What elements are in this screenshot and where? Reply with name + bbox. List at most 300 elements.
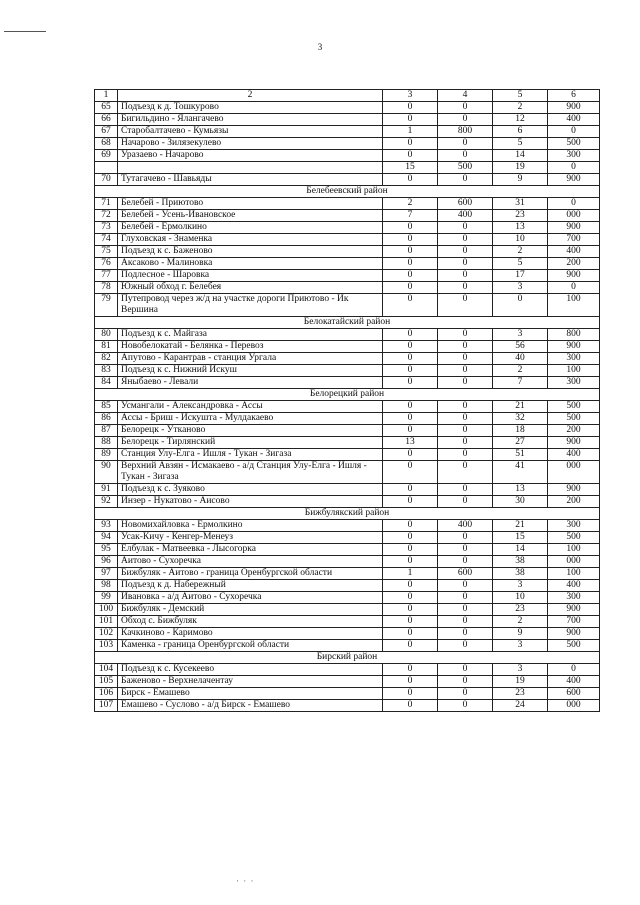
row-number: 79 bbox=[95, 294, 118, 317]
row-number bbox=[95, 162, 118, 174]
value-col5: 2 bbox=[493, 246, 548, 258]
value-col5: 14 bbox=[493, 544, 548, 556]
table-row bbox=[95, 676, 600, 688]
value-col4: 400 bbox=[438, 210, 493, 222]
value-col6: 300 bbox=[548, 520, 600, 532]
value-col5: 24 bbox=[493, 700, 548, 712]
value-col5: 7 bbox=[493, 377, 548, 389]
value-col6: 0 bbox=[548, 198, 600, 210]
value-col6: 500 bbox=[548, 138, 600, 150]
value-col5: 3 bbox=[493, 664, 548, 676]
value-col3: 0 bbox=[383, 246, 438, 258]
value-col3: 0 bbox=[383, 604, 438, 616]
value-col4: 0 bbox=[438, 258, 493, 270]
road-name: Подъезд к с. Кусекеево bbox=[118, 664, 383, 676]
value-col5: 3 bbox=[493, 329, 548, 341]
value-col6: 800 bbox=[548, 329, 600, 341]
value-col5: 12 bbox=[493, 114, 548, 126]
margin-mark bbox=[4, 31, 46, 32]
value-col6: 300 bbox=[548, 353, 600, 365]
road-name: Емашево - Суслово - а/д Бирск - Емашево bbox=[118, 700, 383, 712]
value-col5: 23 bbox=[493, 210, 548, 222]
row-number: 101 bbox=[95, 616, 118, 628]
value-col3: 0 bbox=[383, 520, 438, 532]
value-col6: 600 bbox=[548, 688, 600, 700]
value-col4: 0 bbox=[438, 353, 493, 365]
value-col6: 700 bbox=[548, 234, 600, 246]
value-col5: 21 bbox=[493, 520, 548, 532]
value-col3: 15 bbox=[383, 162, 438, 174]
value-col6: 100 bbox=[548, 365, 600, 377]
value-col6: 900 bbox=[548, 437, 600, 449]
value-col6: 900 bbox=[548, 604, 600, 616]
table-row bbox=[95, 556, 600, 568]
value-col5: 10 bbox=[493, 592, 548, 604]
table-row bbox=[95, 150, 600, 162]
value-col3: 0 bbox=[383, 580, 438, 592]
value-col5: 21 bbox=[493, 401, 548, 413]
value-col6: 100 bbox=[548, 294, 600, 317]
table-row bbox=[95, 520, 600, 532]
header-cell: 5 bbox=[493, 90, 548, 102]
table-row bbox=[95, 413, 600, 425]
header-cell: 1 bbox=[95, 90, 118, 102]
row-number: 66 bbox=[95, 114, 118, 126]
value-col5: 19 bbox=[493, 162, 548, 174]
table-body bbox=[95, 102, 600, 712]
value-col5: 17 bbox=[493, 270, 548, 282]
value-col5: 18 bbox=[493, 425, 548, 437]
section-title: Белокатайский район bbox=[95, 317, 600, 329]
row-number: 78 bbox=[95, 282, 118, 294]
value-col6: 400 bbox=[548, 580, 600, 592]
value-col4: 0 bbox=[438, 377, 493, 389]
road-name: Аитово - Сухоречка bbox=[118, 556, 383, 568]
row-number: 103 bbox=[95, 640, 118, 652]
value-col3: 0 bbox=[383, 425, 438, 437]
road-name bbox=[118, 162, 383, 174]
table-row bbox=[95, 126, 600, 138]
table-row bbox=[95, 234, 600, 246]
table-row bbox=[95, 580, 600, 592]
value-col4: 0 bbox=[438, 449, 493, 461]
value-col3: 0 bbox=[383, 294, 438, 317]
value-col6: 000 bbox=[548, 210, 600, 222]
row-number: 105 bbox=[95, 676, 118, 688]
value-col4: 0 bbox=[438, 592, 493, 604]
value-col6: 400 bbox=[548, 676, 600, 688]
row-number: 87 bbox=[95, 425, 118, 437]
table-row bbox=[95, 640, 600, 652]
value-col5: 38 bbox=[493, 556, 548, 568]
value-col3: 0 bbox=[383, 544, 438, 556]
value-col3: 0 bbox=[383, 700, 438, 712]
road-name: Южный обход г. Белебея bbox=[118, 282, 383, 294]
value-col3: 0 bbox=[383, 114, 438, 126]
row-number: 89 bbox=[95, 449, 118, 461]
value-col4: 0 bbox=[438, 413, 493, 425]
value-col6: 900 bbox=[548, 484, 600, 496]
value-col5: 56 bbox=[493, 341, 548, 353]
value-col4: 0 bbox=[438, 270, 493, 282]
table-row bbox=[95, 628, 600, 640]
value-col3: 0 bbox=[383, 341, 438, 353]
table-row bbox=[95, 282, 600, 294]
value-col5: 51 bbox=[493, 449, 548, 461]
value-col4: 0 bbox=[438, 150, 493, 162]
value-col5: 31 bbox=[493, 198, 548, 210]
value-col5: 10 bbox=[493, 234, 548, 246]
road-name: Бигильдино - Ялангачево bbox=[118, 114, 383, 126]
value-col4: 400 bbox=[438, 520, 493, 532]
value-col5: 6 bbox=[493, 126, 548, 138]
value-col4: 0 bbox=[438, 556, 493, 568]
value-col3: 1 bbox=[383, 126, 438, 138]
table-row bbox=[95, 496, 600, 508]
road-name: Новомихайловка - Ермолкино bbox=[118, 520, 383, 532]
value-col5: 30 bbox=[493, 496, 548, 508]
row-number: 72 bbox=[95, 210, 118, 222]
table-row bbox=[95, 246, 600, 258]
value-col5: 32 bbox=[493, 413, 548, 425]
table-row bbox=[95, 437, 600, 449]
road-name: Подъезд к д. Тошкурово bbox=[118, 102, 383, 114]
row-number: 104 bbox=[95, 664, 118, 676]
value-col3: 0 bbox=[383, 484, 438, 496]
row-number: 96 bbox=[95, 556, 118, 568]
value-col5: 9 bbox=[493, 628, 548, 640]
row-number: 93 bbox=[95, 520, 118, 532]
value-col4: 0 bbox=[438, 222, 493, 234]
value-col3: 0 bbox=[383, 174, 438, 186]
value-col3: 0 bbox=[383, 138, 438, 150]
row-number: 69 bbox=[95, 150, 118, 162]
value-col6: 400 bbox=[548, 449, 600, 461]
roads-table bbox=[94, 89, 600, 712]
table-row bbox=[95, 461, 600, 484]
value-col3: 0 bbox=[383, 461, 438, 484]
table-row bbox=[95, 377, 600, 389]
value-col6: 900 bbox=[548, 628, 600, 640]
row-number: 74 bbox=[95, 234, 118, 246]
value-col5: 15 bbox=[493, 532, 548, 544]
value-col5: 41 bbox=[493, 461, 548, 484]
row-number: 73 bbox=[95, 222, 118, 234]
table-row bbox=[95, 484, 600, 496]
table-row bbox=[95, 616, 600, 628]
value-col5: 2 bbox=[493, 102, 548, 114]
row-number: 91 bbox=[95, 484, 118, 496]
value-col4: 0 bbox=[438, 425, 493, 437]
value-col6: 300 bbox=[548, 150, 600, 162]
road-name: Уразаево - Начарово bbox=[118, 150, 383, 162]
row-number: 84 bbox=[95, 377, 118, 389]
value-col3: 0 bbox=[383, 592, 438, 604]
table-row bbox=[95, 401, 600, 413]
road-name: Подъезд к с. Майгаза bbox=[118, 329, 383, 341]
row-number: 71 bbox=[95, 198, 118, 210]
row-number: 65 bbox=[95, 102, 118, 114]
value-col3: 0 bbox=[383, 556, 438, 568]
value-col3: 0 bbox=[383, 628, 438, 640]
value-col4: 0 bbox=[438, 616, 493, 628]
row-number: 99 bbox=[95, 592, 118, 604]
table-row bbox=[95, 162, 600, 174]
row-number: 95 bbox=[95, 544, 118, 556]
table-row bbox=[95, 353, 600, 365]
road-name: Бирск - Емашево bbox=[118, 688, 383, 700]
value-col6: 000 bbox=[548, 461, 600, 484]
section-row bbox=[95, 508, 600, 520]
row-number: 67 bbox=[95, 126, 118, 138]
header-cell: 3 bbox=[383, 90, 438, 102]
value-col4: 0 bbox=[438, 138, 493, 150]
value-col6: 200 bbox=[548, 258, 600, 270]
value-col3: 0 bbox=[383, 329, 438, 341]
row-number: 102 bbox=[95, 628, 118, 640]
table-row bbox=[95, 102, 600, 114]
value-col4: 0 bbox=[438, 604, 493, 616]
road-name: Ивановка - а/д Аитово - Сухоречка bbox=[118, 592, 383, 604]
road-name: Путепровод через ж/д на участке дороги Приютово - Ик Вершина bbox=[118, 294, 383, 317]
value-col6: 400 bbox=[548, 246, 600, 258]
value-col3: 0 bbox=[383, 616, 438, 628]
value-col4: 0 bbox=[438, 676, 493, 688]
header-cell: 2 bbox=[118, 90, 383, 102]
value-col6: 300 bbox=[548, 592, 600, 604]
table-row bbox=[95, 604, 600, 616]
value-col3: 0 bbox=[383, 449, 438, 461]
section-row bbox=[95, 186, 600, 198]
table-row bbox=[95, 138, 600, 150]
row-number: 94 bbox=[95, 532, 118, 544]
value-col5: 2 bbox=[493, 365, 548, 377]
value-col5: 5 bbox=[493, 258, 548, 270]
row-number: 81 bbox=[95, 341, 118, 353]
value-col6: 900 bbox=[548, 341, 600, 353]
value-col4: 0 bbox=[438, 544, 493, 556]
table-row bbox=[95, 341, 600, 353]
value-col4: 0 bbox=[438, 341, 493, 353]
value-col3: 0 bbox=[383, 282, 438, 294]
table-row bbox=[95, 532, 600, 544]
header-row bbox=[95, 90, 600, 102]
value-col3: 0 bbox=[383, 270, 438, 282]
table-row bbox=[95, 700, 600, 712]
value-col4: 0 bbox=[438, 688, 493, 700]
header-cell: 4 bbox=[438, 90, 493, 102]
road-name: Каменка - граница Оренбургской области bbox=[118, 640, 383, 652]
table-row bbox=[95, 258, 600, 270]
value-col5: 3 bbox=[493, 580, 548, 592]
value-col4: 0 bbox=[438, 234, 493, 246]
value-col4: 0 bbox=[438, 580, 493, 592]
table-row bbox=[95, 222, 600, 234]
value-col3: 0 bbox=[383, 102, 438, 114]
road-name: Усак-Кичу - Кенгер-Менеуз bbox=[118, 532, 383, 544]
value-col4: 0 bbox=[438, 640, 493, 652]
value-col4: 0 bbox=[438, 401, 493, 413]
road-name: Баженово - Верхнелачентау bbox=[118, 676, 383, 688]
road-name: Белебей - Ермолкино bbox=[118, 222, 383, 234]
road-name: Усмангали - Александровка - Ассы bbox=[118, 401, 383, 413]
value-col3: 0 bbox=[383, 222, 438, 234]
value-col6: 400 bbox=[548, 114, 600, 126]
value-col4: 0 bbox=[438, 532, 493, 544]
road-name: Станция Улу-Елга - Ишля - Тукан - Зигаза bbox=[118, 449, 383, 461]
value-col3: 0 bbox=[383, 676, 438, 688]
page-number: 3 bbox=[317, 42, 323, 52]
road-name: Подъезд к с. Баженово bbox=[118, 246, 383, 258]
value-col5: 27 bbox=[493, 437, 548, 449]
value-col4: 0 bbox=[438, 329, 493, 341]
table-row bbox=[95, 544, 600, 556]
value-col4: 0 bbox=[438, 628, 493, 640]
road-name: Старобалтачево - Кумьязы bbox=[118, 126, 383, 138]
table-row bbox=[95, 688, 600, 700]
value-col5: 9 bbox=[493, 174, 548, 186]
road-name: Подъезд к д. Набережный bbox=[118, 580, 383, 592]
row-number: 80 bbox=[95, 329, 118, 341]
row-number: 75 bbox=[95, 246, 118, 258]
row-number: 97 bbox=[95, 568, 118, 580]
row-number: 92 bbox=[95, 496, 118, 508]
value-col4: 600 bbox=[438, 198, 493, 210]
table-row bbox=[95, 449, 600, 461]
value-col4: 0 bbox=[438, 246, 493, 258]
section-row bbox=[95, 317, 600, 329]
row-number: 70 bbox=[95, 174, 118, 186]
value-col5: 2 bbox=[493, 616, 548, 628]
value-col3: 0 bbox=[383, 365, 438, 377]
section-title: Бижбулякский район bbox=[95, 508, 600, 520]
road-name: Тутагачево - Шавьяды bbox=[118, 174, 383, 186]
road-name: Обход с. Бижбуляк bbox=[118, 616, 383, 628]
value-col5: 19 bbox=[493, 676, 548, 688]
row-number: 88 bbox=[95, 437, 118, 449]
value-col3: 0 bbox=[383, 401, 438, 413]
value-col6: 0 bbox=[548, 282, 600, 294]
table-row bbox=[95, 174, 600, 186]
road-name: Верхний Авзян - Исмакаево - а/д Станция Улу-Елга - Ишля - Тукан - Зигаза bbox=[118, 461, 383, 484]
road-name: Белорецк - Тирлянский bbox=[118, 437, 383, 449]
row-number: 107 bbox=[95, 700, 118, 712]
value-col4: 0 bbox=[438, 365, 493, 377]
value-col5: 38 bbox=[493, 568, 548, 580]
table-row bbox=[95, 198, 600, 210]
value-col3: 0 bbox=[383, 688, 438, 700]
value-col6: 0 bbox=[548, 664, 600, 676]
section-row bbox=[95, 389, 600, 401]
value-col6: 900 bbox=[548, 174, 600, 186]
value-col4: 0 bbox=[438, 114, 493, 126]
value-col4: 800 bbox=[438, 126, 493, 138]
road-name: Новобелокатай - Белянка - Перевоз bbox=[118, 341, 383, 353]
value-col5: 14 bbox=[493, 150, 548, 162]
road-name: Подлесное - Шаровка bbox=[118, 270, 383, 282]
value-col3: 0 bbox=[383, 234, 438, 246]
road-name: Инзер - Нукатово - Аисово bbox=[118, 496, 383, 508]
table-row bbox=[95, 365, 600, 377]
section-row bbox=[95, 652, 600, 664]
row-number: 83 bbox=[95, 365, 118, 377]
road-name: Елбулак - Матвеевка - Лысогорка bbox=[118, 544, 383, 556]
value-col3: 0 bbox=[383, 258, 438, 270]
table-row bbox=[95, 294, 600, 317]
value-col6: 900 bbox=[548, 102, 600, 114]
table-row bbox=[95, 114, 600, 126]
row-number: 82 bbox=[95, 353, 118, 365]
row-number: 98 bbox=[95, 580, 118, 592]
value-col4: 500 bbox=[438, 162, 493, 174]
section-title: Белорецкий район bbox=[95, 389, 600, 401]
footer-mark: · · · bbox=[236, 876, 255, 886]
value-col3: 0 bbox=[383, 640, 438, 652]
row-number: 77 bbox=[95, 270, 118, 282]
value-col4: 0 bbox=[438, 484, 493, 496]
road-name: Подъезд к с. Нижний Искуш bbox=[118, 365, 383, 377]
row-number: 100 bbox=[95, 604, 118, 616]
value-col3: 0 bbox=[383, 532, 438, 544]
row-number: 85 bbox=[95, 401, 118, 413]
value-col6: 000 bbox=[548, 556, 600, 568]
value-col3: 7 bbox=[383, 210, 438, 222]
road-name: Ассы - Бриш - Искушта - Мулдакаево bbox=[118, 413, 383, 425]
value-col4: 0 bbox=[438, 437, 493, 449]
value-col3: 0 bbox=[383, 377, 438, 389]
value-col4: 0 bbox=[438, 664, 493, 676]
section-title: Белебеевский район bbox=[95, 186, 600, 198]
road-name: Начарово - Зилязекулево bbox=[118, 138, 383, 150]
value-col5: 3 bbox=[493, 282, 548, 294]
value-col5: 13 bbox=[493, 222, 548, 234]
table-row bbox=[95, 568, 600, 580]
value-col5: 23 bbox=[493, 688, 548, 700]
value-col6: 100 bbox=[548, 544, 600, 556]
road-name: Качкиново - Каримово bbox=[118, 628, 383, 640]
value-col3: 0 bbox=[383, 150, 438, 162]
value-col4: 0 bbox=[438, 282, 493, 294]
road-name: Белебей - Приютово bbox=[118, 198, 383, 210]
value-col5: 13 bbox=[493, 484, 548, 496]
value-col5: 3 bbox=[493, 640, 548, 652]
value-col3: 0 bbox=[383, 496, 438, 508]
road-name: Яныбаево - Левали bbox=[118, 377, 383, 389]
value-col6: 0 bbox=[548, 126, 600, 138]
value-col5: 23 bbox=[493, 604, 548, 616]
value-col6: 0 bbox=[548, 162, 600, 174]
value-col3: 0 bbox=[383, 413, 438, 425]
value-col6: 200 bbox=[548, 425, 600, 437]
table-row bbox=[95, 210, 600, 222]
value-col6: 200 bbox=[548, 496, 600, 508]
road-name: Аксаково - Малиновка bbox=[118, 258, 383, 270]
row-number: 68 bbox=[95, 138, 118, 150]
row-number: 76 bbox=[95, 258, 118, 270]
value-col3: 2 bbox=[383, 198, 438, 210]
value-col6: 300 bbox=[548, 377, 600, 389]
table-row bbox=[95, 329, 600, 341]
road-name: Подъезд к с. Зуяково bbox=[118, 484, 383, 496]
value-col4: 0 bbox=[438, 496, 493, 508]
value-col3: 1 bbox=[383, 568, 438, 580]
table-row bbox=[95, 425, 600, 437]
value-col5: 5 bbox=[493, 138, 548, 150]
value-col4: 600 bbox=[438, 568, 493, 580]
value-col5: 40 bbox=[493, 353, 548, 365]
row-number: 106 bbox=[95, 688, 118, 700]
table-row bbox=[95, 270, 600, 282]
